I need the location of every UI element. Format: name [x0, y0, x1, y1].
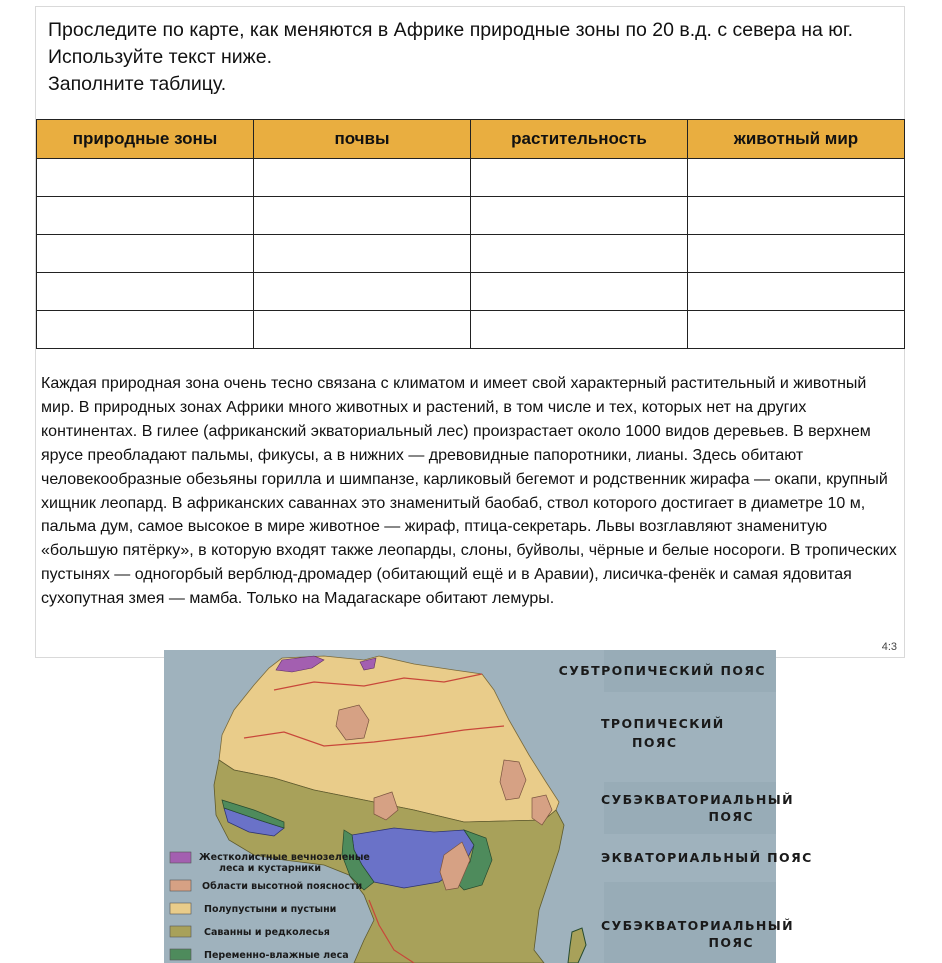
- table-row: [37, 159, 905, 197]
- table-cell[interactable]: [471, 235, 688, 273]
- legend-label-savanna: Саванны и редколесья: [204, 927, 330, 938]
- belt-subequatorial-south-2: ПОЯС: [708, 935, 754, 950]
- table-cell[interactable]: [254, 273, 471, 311]
- legend-swatch-desert: [170, 903, 191, 914]
- table-row: [37, 235, 905, 273]
- table-cell[interactable]: [688, 197, 905, 235]
- table-cell[interactable]: [471, 273, 688, 311]
- header-natural-zones: природные зоны: [37, 120, 254, 159]
- table-cell[interactable]: [37, 159, 254, 197]
- belt-subequatorial-2: ПОЯС: [708, 809, 754, 824]
- table-cell[interactable]: [471, 197, 688, 235]
- table-cell[interactable]: [688, 159, 905, 197]
- aspect-ratio-label: 4:3: [881, 641, 897, 653]
- header-fauna: животный мир: [688, 120, 905, 159]
- table-cell[interactable]: [471, 159, 688, 197]
- legend-swatch-savanna: [170, 926, 191, 937]
- task-line-2: Используйте текст ниже.: [48, 46, 272, 68]
- table-cell[interactable]: [688, 273, 905, 311]
- table-cell[interactable]: [254, 311, 471, 349]
- table-cell[interactable]: [37, 197, 254, 235]
- reference-text: Каждая природная зона очень тесно связана с климатом и имеет свой характерный растительный и животный мир. В природных зонах Африки много животных и растений, в том числе и тех, которых нет на других континентах. В гилее (африканский экваториальный лес) произрастает около 1000 видов деревьев. В верхнем ярусе преобладают пальмы, фикусы, а в нижних — древовидные папоротники, лианы. Здесь обитают человекообразные обезьяны горилла и шимпанзе, карликовый бегемот и родственник жирафа — окапи, крупный хищник леопард. В африканских саваннах это знаменитый баобаб, ствол которого достигает в диаметре 10 м, пальма дум, самое высокое в мире животное — жираф, птица-секретарь. Львы возглавляют знаменитую «большую пятёрку», в которую входят также леопарды, слоны, буйволы, чёрные и белые носороги. В тропических пустынях — одногорбый верблюд-дромадер (обитающий ещё и в Аравии), лисичка-фенёк и самая ядовитая сухопутная змея — мамба. Только на Мадагаскаре обитают лемуры.: [41, 375, 897, 608]
- belt-band-3: [604, 782, 776, 834]
- task-instructions: [48, 17, 898, 98]
- table-row: [37, 197, 905, 235]
- header-soils: почвы: [254, 120, 471, 159]
- belt-equatorial: ЭКВАТОРИАЛЬНЫЙ ПОЯС: [601, 850, 813, 865]
- legend-swatch-mediterranean: [170, 852, 191, 863]
- table-cell[interactable]: [37, 235, 254, 273]
- africa-zones-map: [164, 650, 813, 963]
- table-cell[interactable]: [254, 235, 471, 273]
- zones-table: [36, 119, 905, 349]
- legend-label-highland: Области высотной поясности: [202, 881, 363, 892]
- legend-label-mediterranean-1: Жестколистные вечнозеленые: [199, 852, 370, 863]
- task-card: [35, 6, 905, 658]
- belt-subequatorial-1: СУБЭКВАТОРИАЛЬНЫЙ: [601, 792, 794, 807]
- table-cell[interactable]: [688, 235, 905, 273]
- table-row: [37, 273, 905, 311]
- table-row: [37, 311, 905, 349]
- table-cell[interactable]: [471, 311, 688, 349]
- belt-tropical-2: ПОЯС: [632, 735, 678, 750]
- legend-swatch-highland: [170, 880, 191, 891]
- table-cell[interactable]: [37, 273, 254, 311]
- belt-subequatorial-south-1: СУБЭКВАТОРИАЛЬНЫЙ: [601, 918, 794, 933]
- legend-label-desert: Полупустыни и пустыни: [204, 904, 337, 915]
- table-cell[interactable]: [688, 311, 905, 349]
- task-line-1: Проследите по карте, как меняются в Африке природные зоны по 20 в.д. с севера на юг.: [48, 19, 854, 41]
- table-header-row: [37, 120, 905, 159]
- belt-tropical-1: ТРОПИЧЕСКИЙ: [601, 716, 725, 731]
- table-cell[interactable]: [254, 197, 471, 235]
- belt-subtropical: СУБТРОПИЧЕСКИЙ ПОЯС: [558, 663, 766, 678]
- header-vegetation: растительность: [471, 120, 688, 159]
- legend-label-forest: Переменно-влажные леса: [204, 950, 349, 961]
- legend-swatch-forest: [170, 949, 191, 960]
- table-cell[interactable]: [254, 159, 471, 197]
- table-cell[interactable]: [37, 311, 254, 349]
- legend-label-mediterranean-2: леса и кустарники: [219, 863, 322, 874]
- task-line-3: Заполните таблицу.: [48, 73, 227, 95]
